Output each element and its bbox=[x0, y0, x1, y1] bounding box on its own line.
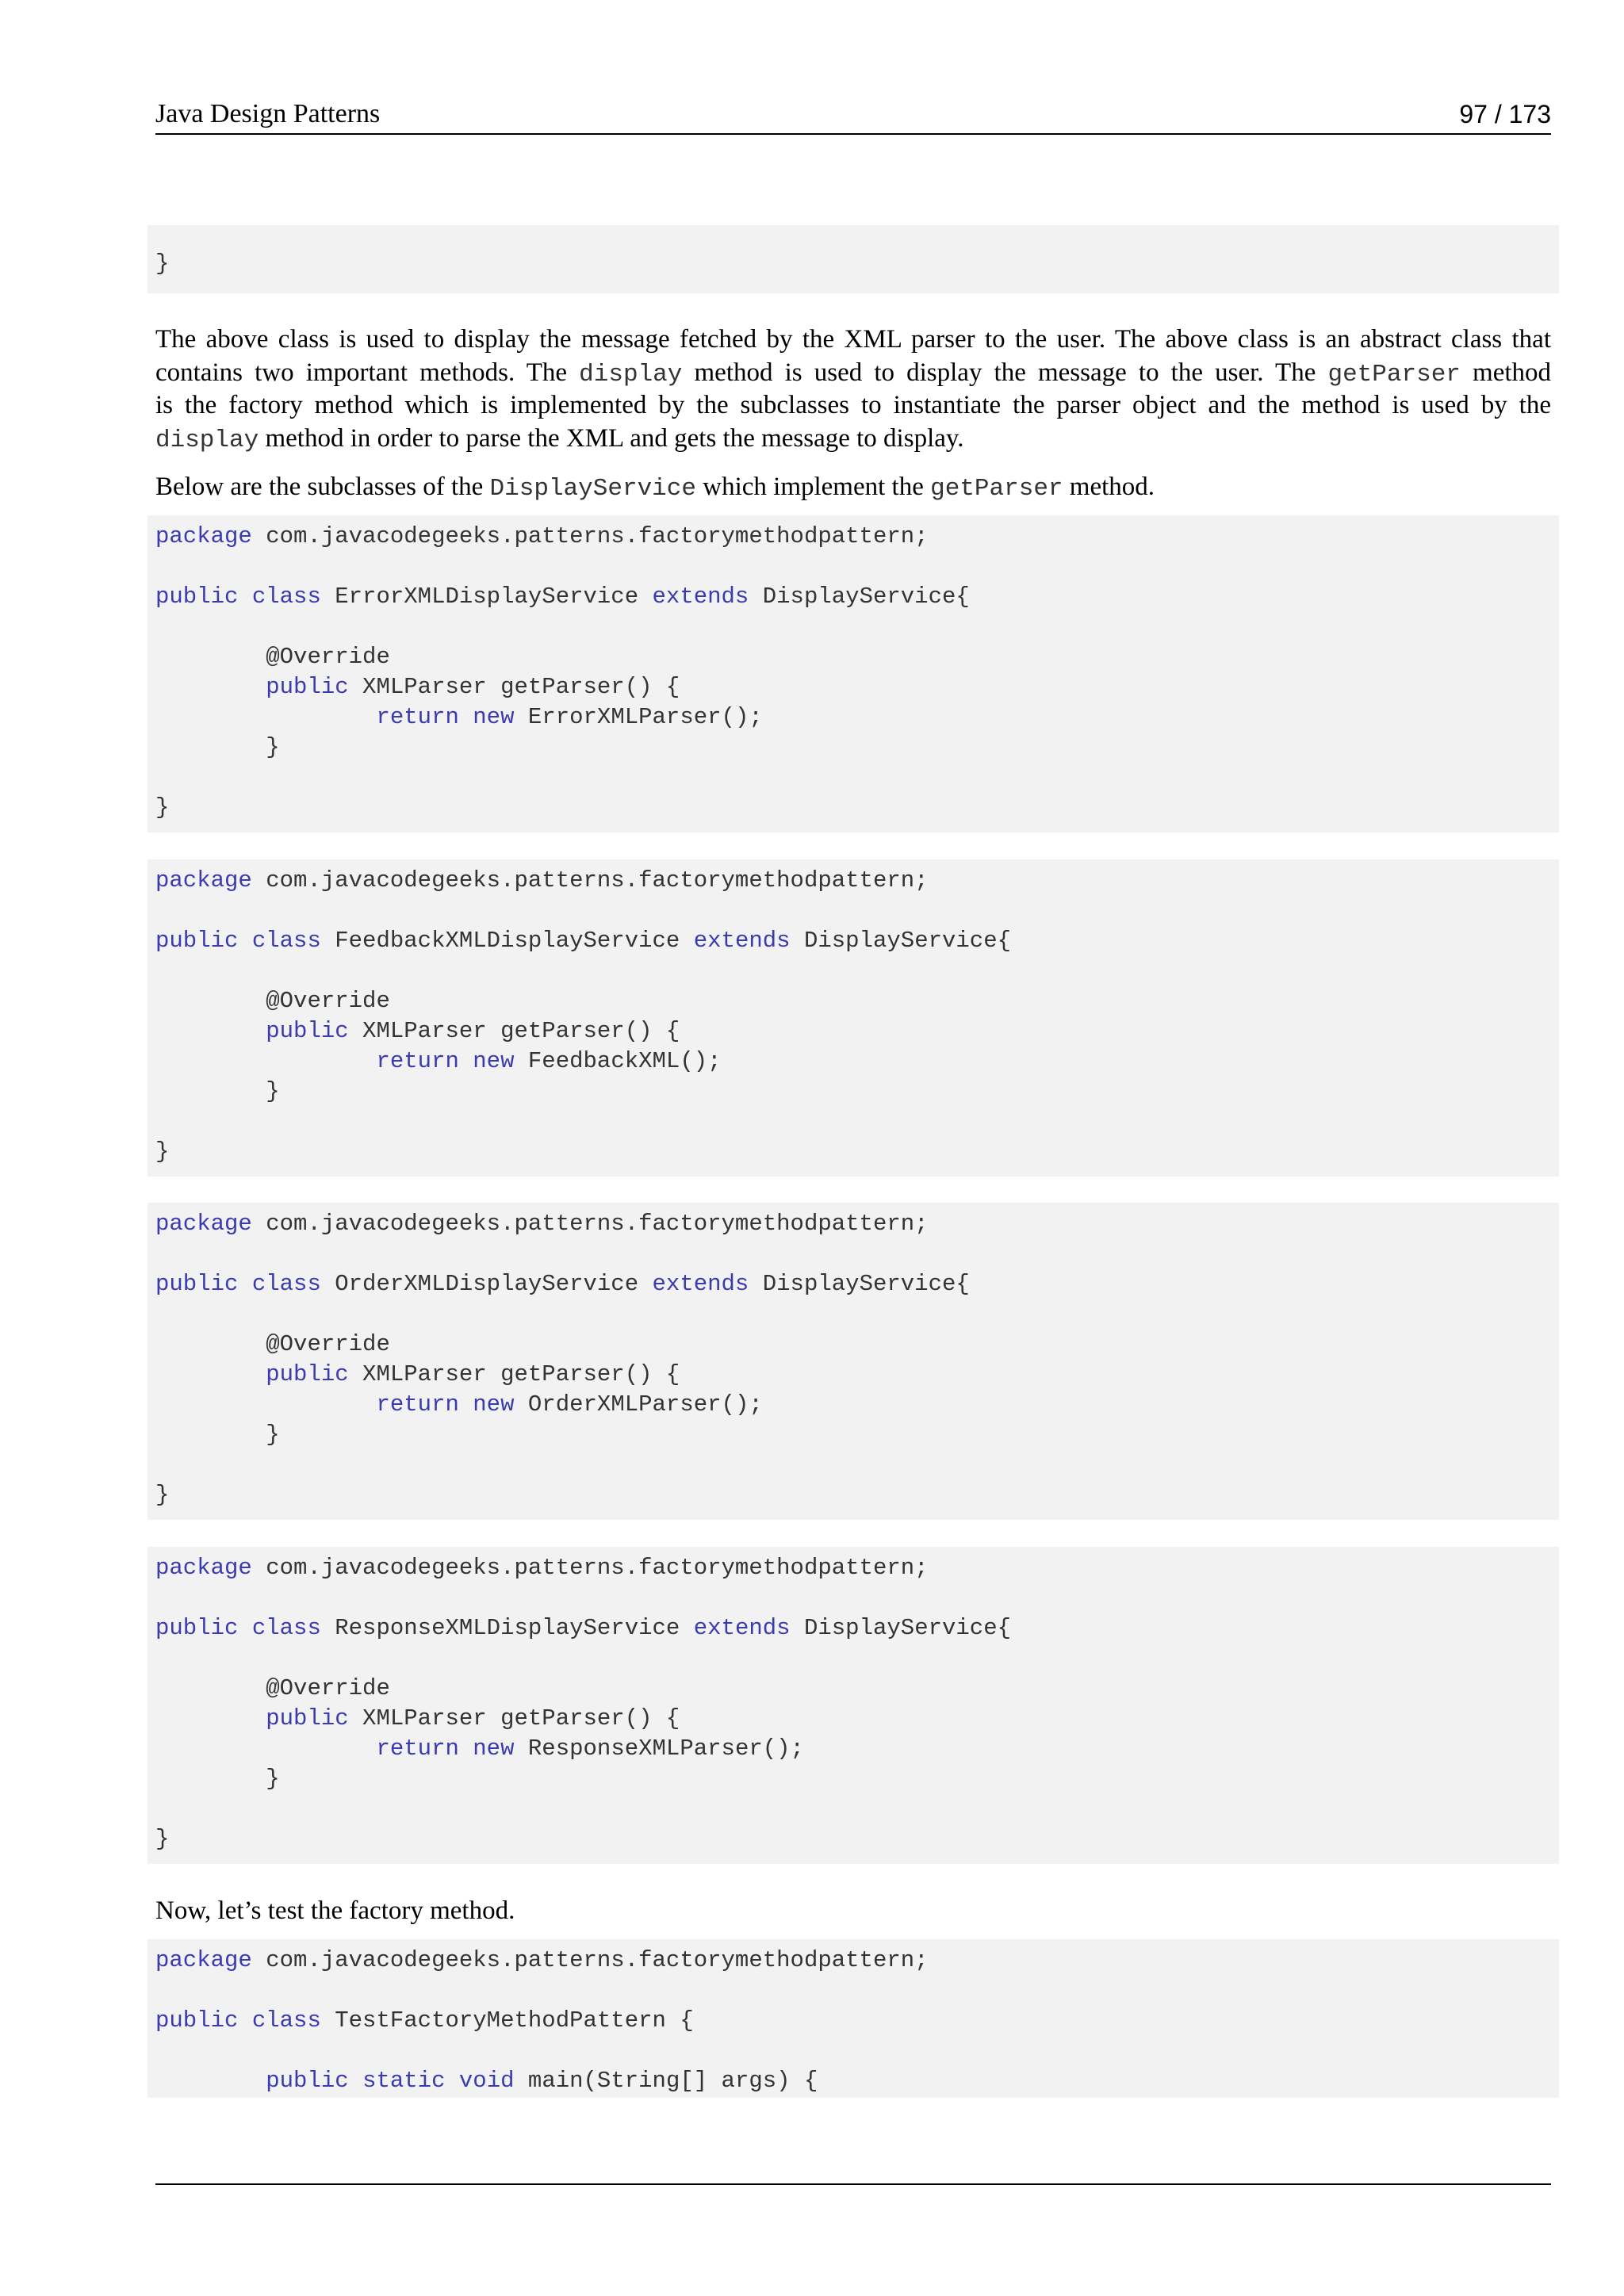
code-line: package com.javacodegeeks.patterns.factorymethodpattern; bbox=[155, 523, 929, 549]
paragraph-test-intro bbox=[155, 1895, 1551, 1928]
inline-code: DisplayService bbox=[489, 475, 696, 503]
code-line: public XMLParser getParser() { bbox=[266, 1361, 680, 1387]
code-line: package com.javacodegeeks.patterns.factorymethodpattern; bbox=[155, 1555, 929, 1581]
code-block-response-display-service bbox=[147, 1547, 1559, 1864]
text-line: The above class is used to display the message fetched by the XML parser to the user. The above class is an abstract class that bbox=[155, 325, 1551, 354]
code-line: @Override bbox=[266, 988, 390, 1014]
code-line: package com.javacodegeeks.patterns.factorymethodpattern; bbox=[155, 1211, 929, 1237]
page-number: 97 / 173 bbox=[1459, 100, 1551, 128]
code-line: } bbox=[155, 1482, 170, 1508]
footer-divider bbox=[155, 2183, 1551, 2185]
text-line: display method in order to parse the XML and gets the message to display. bbox=[155, 423, 964, 454]
code-line: package com.javacodegeeks.patterns.factorymethodpattern; bbox=[155, 867, 929, 894]
code-line: public XMLParser getParser() { bbox=[266, 1705, 680, 1732]
code-line: public class OrderXMLDisplayService extends DisplayService{ bbox=[155, 1271, 970, 1297]
code-block-continued bbox=[147, 225, 1559, 293]
code-block-order-display-service bbox=[147, 1203, 1559, 1520]
code-line: } bbox=[155, 794, 170, 821]
code-line: } bbox=[155, 251, 170, 277]
inline-code: display bbox=[155, 426, 259, 454]
code-line: public class ResponseXMLDisplayService extends DisplayService{ bbox=[155, 1615, 1012, 1641]
code-block-test-factory-method bbox=[147, 1939, 1559, 2098]
code-line: public class ErrorXMLDisplayService extends DisplayService{ bbox=[155, 584, 970, 610]
code-line: @Override bbox=[266, 1331, 390, 1357]
code-line: } bbox=[266, 1766, 280, 1792]
paragraph-subclasses-intro bbox=[155, 471, 1551, 504]
code-line: return new ErrorXMLParser(); bbox=[376, 704, 763, 730]
inline-code: display bbox=[579, 360, 683, 388]
book-title: Java Design Patterns bbox=[155, 99, 381, 128]
text-line: Below are the subclasses of the DisplayService which implement the getParser method. bbox=[155, 473, 1155, 503]
code-line: public XMLParser getParser() { bbox=[266, 674, 680, 700]
inline-code: getParser bbox=[1327, 360, 1461, 388]
paragraph-display-service bbox=[155, 323, 1551, 455]
inline-code: getParser bbox=[930, 475, 1063, 503]
code-line: package com.javacodegeeks.patterns.factorymethodpattern; bbox=[155, 1947, 929, 1973]
code-line: return new OrderXMLParser(); bbox=[376, 1391, 763, 1418]
code-line: } bbox=[266, 734, 280, 760]
code-line: public XMLParser getParser() { bbox=[266, 1018, 680, 1044]
code-line: public class FeedbackXMLDisplayService extends DisplayService{ bbox=[155, 928, 1012, 954]
code-line: @Override bbox=[266, 1675, 390, 1701]
code-line: } bbox=[155, 1826, 170, 1852]
code-line: public static void main(String[] args) { bbox=[266, 2068, 818, 2094]
code-line: } bbox=[266, 1422, 280, 1448]
code-block-error-display-service bbox=[147, 515, 1559, 832]
code-line: return new ResponseXMLParser(); bbox=[376, 1735, 804, 1762]
text-line: Now, let’s test the factory method. bbox=[155, 1896, 515, 1925]
text-line: contains two important methods. The display method is used to display the message to the user. The getParser method bbox=[155, 358, 1552, 388]
page-header bbox=[155, 98, 1551, 135]
code-block-feedback-display-service bbox=[147, 859, 1559, 1177]
code-line: public class TestFactoryMethodPattern { bbox=[155, 2007, 694, 2034]
code-line: } bbox=[266, 1078, 280, 1104]
code-line: @Override bbox=[266, 644, 390, 670]
code-line: } bbox=[155, 1138, 170, 1165]
code-line: return new FeedbackXML(); bbox=[376, 1048, 722, 1074]
text-line: is the factory method which is implemented by the subclasses to instantiate the parser object and the method is used by the bbox=[155, 391, 1551, 419]
